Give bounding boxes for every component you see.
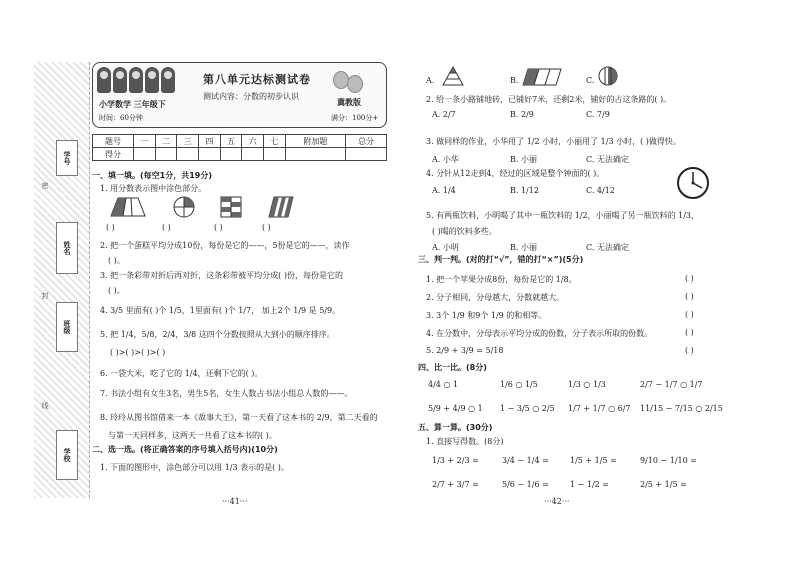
- score-header: 六: [242, 135, 264, 148]
- cut-label: 线: [41, 402, 49, 409]
- calc-item[interactable]: 1/3 + 2/3 =: [432, 456, 479, 465]
- option-b[interactable]: B. 小丽: [510, 155, 537, 164]
- question-2: 2. 把一个蛋糕平均分成10份，每份是它的——，5份是它的——，读作: [100, 241, 350, 250]
- answer-paren[interactable]: ( ): [214, 223, 223, 232]
- score-label: 得分: [93, 148, 134, 161]
- time-label: 时间：60分钟: [99, 114, 143, 122]
- compare-item[interactable]: 1/7 + 1/7 ○ 6/7: [568, 404, 631, 413]
- question-4: 4. 3/5 里面有( )个 1/5，1里面有( )个 1/7， 加上2个 1/9 是 5/9。: [100, 306, 341, 315]
- score-cell[interactable]: [220, 148, 242, 161]
- score-cell[interactable]: [285, 148, 345, 161]
- judge-answer[interactable]: ( ): [685, 310, 694, 319]
- section-choose: 二、选一选。(将正确答案的序号填入括号内)(10分): [92, 445, 278, 454]
- choice-1: 1. 下面的图形中，涂色部分可以用 1/3 表示的是( )。: [100, 463, 289, 472]
- score-header: 二: [155, 135, 177, 148]
- option-b[interactable]: B.: [510, 76, 519, 85]
- option-b[interactable]: B. 2/9: [510, 110, 534, 119]
- option-b[interactable]: B. 小丽: [510, 243, 537, 252]
- score-cell[interactable]: [133, 148, 155, 161]
- compare-item[interactable]: 4/4 ○ 1: [428, 380, 459, 389]
- score-header: 四: [199, 135, 221, 148]
- judge-answer[interactable]: ( ): [685, 274, 694, 283]
- question-7: 7. 书法小组有女生3名，男生5名，女生人数占书法小组总人数的——。: [100, 389, 353, 398]
- clock-icon: [676, 166, 710, 200]
- parallelogram-strip-figure: [522, 68, 562, 86]
- judge-answer[interactable]: ( ): [685, 346, 694, 355]
- option-c[interactable]: C. 7/9: [586, 110, 610, 119]
- score-header: 附加题: [285, 135, 345, 148]
- answer-paren[interactable]: ( ): [262, 223, 271, 232]
- choice-5: 5. 有两瓶饮料，小明喝了其中一瓶饮料的 1/2，小丽喝了另一瓶饮料的 1/3，: [426, 211, 700, 220]
- left-page: [92, 62, 387, 506]
- option-a[interactable]: A.: [426, 76, 435, 85]
- cut-label: 封: [41, 292, 49, 299]
- section-calc: 五、算一算。(30分): [418, 423, 493, 432]
- score-header: 一: [133, 135, 155, 148]
- answer-paren[interactable]: ( ): [106, 223, 115, 232]
- grid-figure: [220, 196, 242, 218]
- circle-figure: [172, 195, 196, 219]
- question-8-line2: 与第一天同样多，这两天一共看了这本书的( )。: [108, 431, 277, 440]
- judge-item: 3. 3个 1/9 和9个 1/9 的和相等。: [426, 311, 547, 320]
- compare-item[interactable]: 1/6 ○ 1/5: [500, 380, 538, 389]
- question-3-line2: ( )。: [108, 286, 125, 295]
- subject-label: 小学数学 三年级下: [99, 100, 166, 109]
- calc-item[interactable]: 1/5 + 1/5 =: [570, 456, 617, 465]
- judge-item: 4. 在分数中，分母表示平均分成的份数，分子表示所取的份数。: [426, 329, 653, 338]
- option-a[interactable]: A. 2/7: [432, 110, 456, 119]
- question-5-answer[interactable]: ( )>( )>( )>( ): [110, 348, 166, 357]
- choice-2: 2. 给一条小路铺地砖，已铺好7米，还剩2米，铺好的占这条路的( )。: [426, 95, 672, 104]
- trapezoid-figure: [110, 196, 146, 218]
- option-c[interactable]: C. 无法确定: [586, 155, 629, 164]
- edition-label: 冀教版: [337, 97, 361, 107]
- question-1: 1. 用分数表示图中涂色部分。: [100, 184, 207, 193]
- calc-item[interactable]: 3/4 − 1/4 =: [502, 456, 549, 465]
- score-header: 三: [177, 135, 199, 148]
- calc-item[interactable]: 5/6 − 1/6 =: [502, 480, 549, 489]
- score-cell[interactable]: [264, 148, 286, 161]
- score-header: 五: [220, 135, 242, 148]
- choice-3: 3. 做同样的作业，小华用了 1/2 小时，小丽用了 1/3 小时，( )做得快。: [426, 137, 681, 146]
- balloon-icon: [329, 69, 369, 95]
- score-cell[interactable]: [242, 148, 264, 161]
- triangle-figure: [442, 66, 464, 86]
- compare-item[interactable]: 11/15 − 7/15 ○ 2/15: [640, 404, 723, 413]
- score-header: 七: [264, 135, 286, 148]
- class-box[interactable]: 班级: [56, 302, 78, 352]
- judge-item: 1. 把一个苹果分成8份，每份是它的 1/8。: [426, 275, 577, 284]
- name-box[interactable]: 姓名: [56, 222, 78, 274]
- compare-item[interactable]: 1 − 3/5 ○ 2/5: [500, 404, 555, 413]
- score-cell[interactable]: [155, 148, 177, 161]
- score-header: 题号: [93, 135, 134, 148]
- option-c[interactable]: C. 无法确定: [586, 243, 629, 252]
- answer-paren[interactable]: ( ): [162, 223, 171, 232]
- question-6: 6. 一袋大米，吃了它的 1/4，还剩下它的( )。: [100, 369, 263, 378]
- calc-title: 1. 直接写得数。(8分): [426, 437, 504, 446]
- score-cell[interactable]: [199, 148, 221, 161]
- full-score: 满分：100分+: [331, 114, 379, 122]
- option-b[interactable]: B. 1/12: [510, 186, 539, 195]
- option-a[interactable]: A. 小明: [432, 243, 459, 252]
- option-a[interactable]: A. 1/4: [432, 186, 456, 195]
- calc-item[interactable]: 2/7 + 3/7 =: [432, 480, 479, 489]
- parallelogram-figure: [268, 196, 294, 218]
- student-number-box[interactable]: 学号: [56, 140, 78, 176]
- children-illustration: [97, 67, 187, 97]
- compare-item[interactable]: 1/3 ○ 1/3: [568, 380, 606, 389]
- calc-item[interactable]: 1 − 1/2 =: [570, 480, 609, 489]
- judge-answer[interactable]: ( ): [685, 292, 694, 301]
- binding-margin: [34, 62, 90, 498]
- judge-answer[interactable]: ( ): [685, 328, 694, 337]
- cut-label: 密: [41, 182, 49, 189]
- question-2-line2: ( )。: [108, 256, 125, 265]
- judge-item: 5. 2/9 + 3/9 = 5/18: [426, 346, 504, 355]
- choice-5-line2: ( )喝的饮料多些。: [432, 227, 497, 236]
- page-number-left: ···41···: [222, 497, 248, 506]
- calc-item[interactable]: 9/10 − 1/10 =: [640, 456, 697, 465]
- score-header: 总分: [346, 135, 387, 148]
- question-8: 8. 玲玲从图书馆借来一本《故事大王》，第一天看了这本书的 2/9，第二天看的: [100, 413, 378, 422]
- page-number-right: ···42···: [544, 497, 570, 506]
- section-compare: 四、比一比。(8分): [418, 363, 487, 372]
- choice-4: 4. 分针从12走到4，经过的区域是整个钟面的( )。: [426, 169, 605, 178]
- score-table: [92, 134, 387, 161]
- compare-item[interactable]: 2/7 − 1/7 ○ 1/7: [640, 380, 703, 389]
- judge-item: 2. 分子相同，分母越大，分数就越大。: [426, 293, 565, 302]
- test-content: 测试内容：分数的初步认识: [203, 92, 299, 101]
- exam-title: 第八单元达标测试卷: [203, 73, 311, 86]
- option-a[interactable]: A. 小华: [432, 155, 459, 164]
- score-cell[interactable]: [346, 148, 387, 161]
- question-5: 5. 把 1/4，5/8，2/4，3/8 这四个分数按照从大到小的顺序排序。: [100, 330, 335, 339]
- compare-item[interactable]: 5/9 + 4/9 ○ 1: [428, 404, 483, 413]
- section-fill: 一、填一填。(每空1分，共19分): [92, 171, 213, 180]
- option-c[interactable]: C. 4/12: [586, 186, 615, 195]
- calc-item[interactable]: 2/5 + 1/5 =: [640, 480, 687, 489]
- question-3: 3. 把一条彩带对折后再对折，这条彩带被平均分成( )份，每份是它的: [100, 271, 343, 280]
- exam-header: [92, 62, 387, 128]
- option-c[interactable]: C.: [586, 76, 595, 85]
- school-box[interactable]: 学校: [56, 430, 78, 480]
- score-cell[interactable]: [177, 148, 199, 161]
- section-judge: 三、判一判。(对的打“√”，错的打“×”)(5分): [418, 255, 584, 264]
- striped-circle-figure: [598, 66, 618, 86]
